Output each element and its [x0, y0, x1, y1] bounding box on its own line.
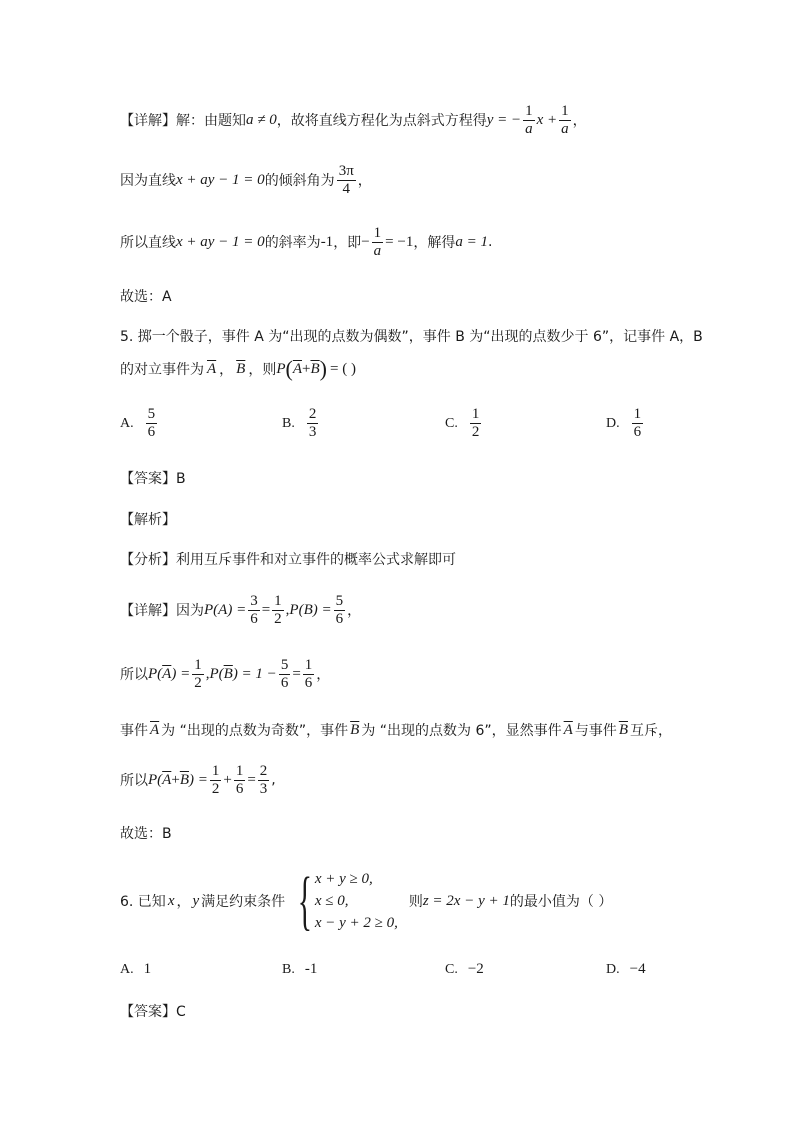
- fraction: $\frac{1}{a}$: [373, 224, 382, 259]
- option-b[interactable]: B. -1: [282, 961, 318, 977]
- fraction: $\frac{1}{a}$: [561, 102, 569, 137]
- analysis-label: 【解析】: [120, 512, 176, 528]
- question-6: 6. 已知 x ， y 满足约束条件 { x + y ≥ 0, x ≤ 0, x − y + 2 ≥ 0, 则 z = 2x − y + 1 的最小值为（ ）: [120, 864, 613, 937]
- option-d[interactable]: D. −4: [606, 961, 646, 977]
- option-a[interactable]: A. $\frac{5}{6}$: [120, 406, 156, 440]
- solution-q5-line-4: 所以 P( $\overline{A}$ + $\overline{B}$ ) = $\frac{1}{2}$ + $\frac{1}{6}$ = $\frac{2}{3}$ ,: [120, 762, 276, 797]
- analysis-hint: 【分析】利用互斥事件和对立事件的概率公式求解即可: [120, 552, 456, 568]
- solution-line-2: 因为直线 x + ay − 1 = 0 的倾斜角为 $\frac{3\pi}{4}$ ，: [120, 162, 372, 197]
- answer-label-q6: 【答案】C: [120, 1004, 186, 1020]
- solution-q5-line-3: 事件 $\overline{A}$ 为 “出现的点数为奇数”，事件 $\overline{B}$ 为 “出现的点数为 6”，显然事件 $\overline{A}$ 与事件 $\overline{B}$ 互斥，: [120, 721, 672, 739]
- fraction: $\frac{1}{a}$: [525, 102, 533, 137]
- option-a[interactable]: A. 1: [120, 961, 152, 977]
- option-d[interactable]: D. $\frac{1}{6}$: [606, 406, 642, 440]
- answer-label: 【答案】B: [120, 471, 186, 487]
- question-5-line-2: 的对立事件为 $\overline{A}$ ， $\overline{B}$ ，则 P ( $\overline{A}$ + $\overline{B}$ ) = ( ): [120, 356, 356, 381]
- option-c[interactable]: C. −2: [445, 961, 484, 977]
- solution-line-1: 【详解】解：由题知 a ≠ 0 ，故将直线方程化为点斜式方程得 y = − $\frac{1}{a}$ x + $\frac{1}{a}$ ，: [120, 102, 587, 137]
- solution-line-3: 所以直线 x + ay − 1 = 0 的斜率为 -1 ，即 − $\frac{1}{a}$ = −1 ，解得 a = 1 .: [120, 224, 493, 259]
- constraint-system: { x + y ≥ 0, x ≤ 0, x − y + 2 ≥ 0,: [297, 864, 398, 937]
- choice-line-b: 故选：B: [120, 826, 172, 842]
- choice-line-a: 故选：A: [120, 289, 172, 305]
- option-b[interactable]: B. $\frac{2}{3}$: [282, 406, 317, 440]
- solution-q5-line-1: 【详解】因为 P(A) = $\frac{3}{6}$ = $\frac{1}{2}$ , P(B) = $\frac{5}{6}$ ，: [120, 592, 362, 627]
- fraction: $\frac{3\pi}{4}$: [338, 162, 354, 197]
- solution-q5-line-2: 所以 P( $\overline{A}$ ) = $\frac{1}{2}$ , P( $\overline{B}$ ) = 1 − $\frac{5}{6}$ = $\frac{1}{6}$ ，: [120, 656, 331, 691]
- question-5-line-1: 5. 掷一个骰子，事件 A 为“出现的点数为偶数”，事件 B 为“出现的点数少于 6”，记事件 A，B: [120, 329, 703, 345]
- option-c[interactable]: C. $\frac{1}{2}$: [445, 406, 480, 440]
